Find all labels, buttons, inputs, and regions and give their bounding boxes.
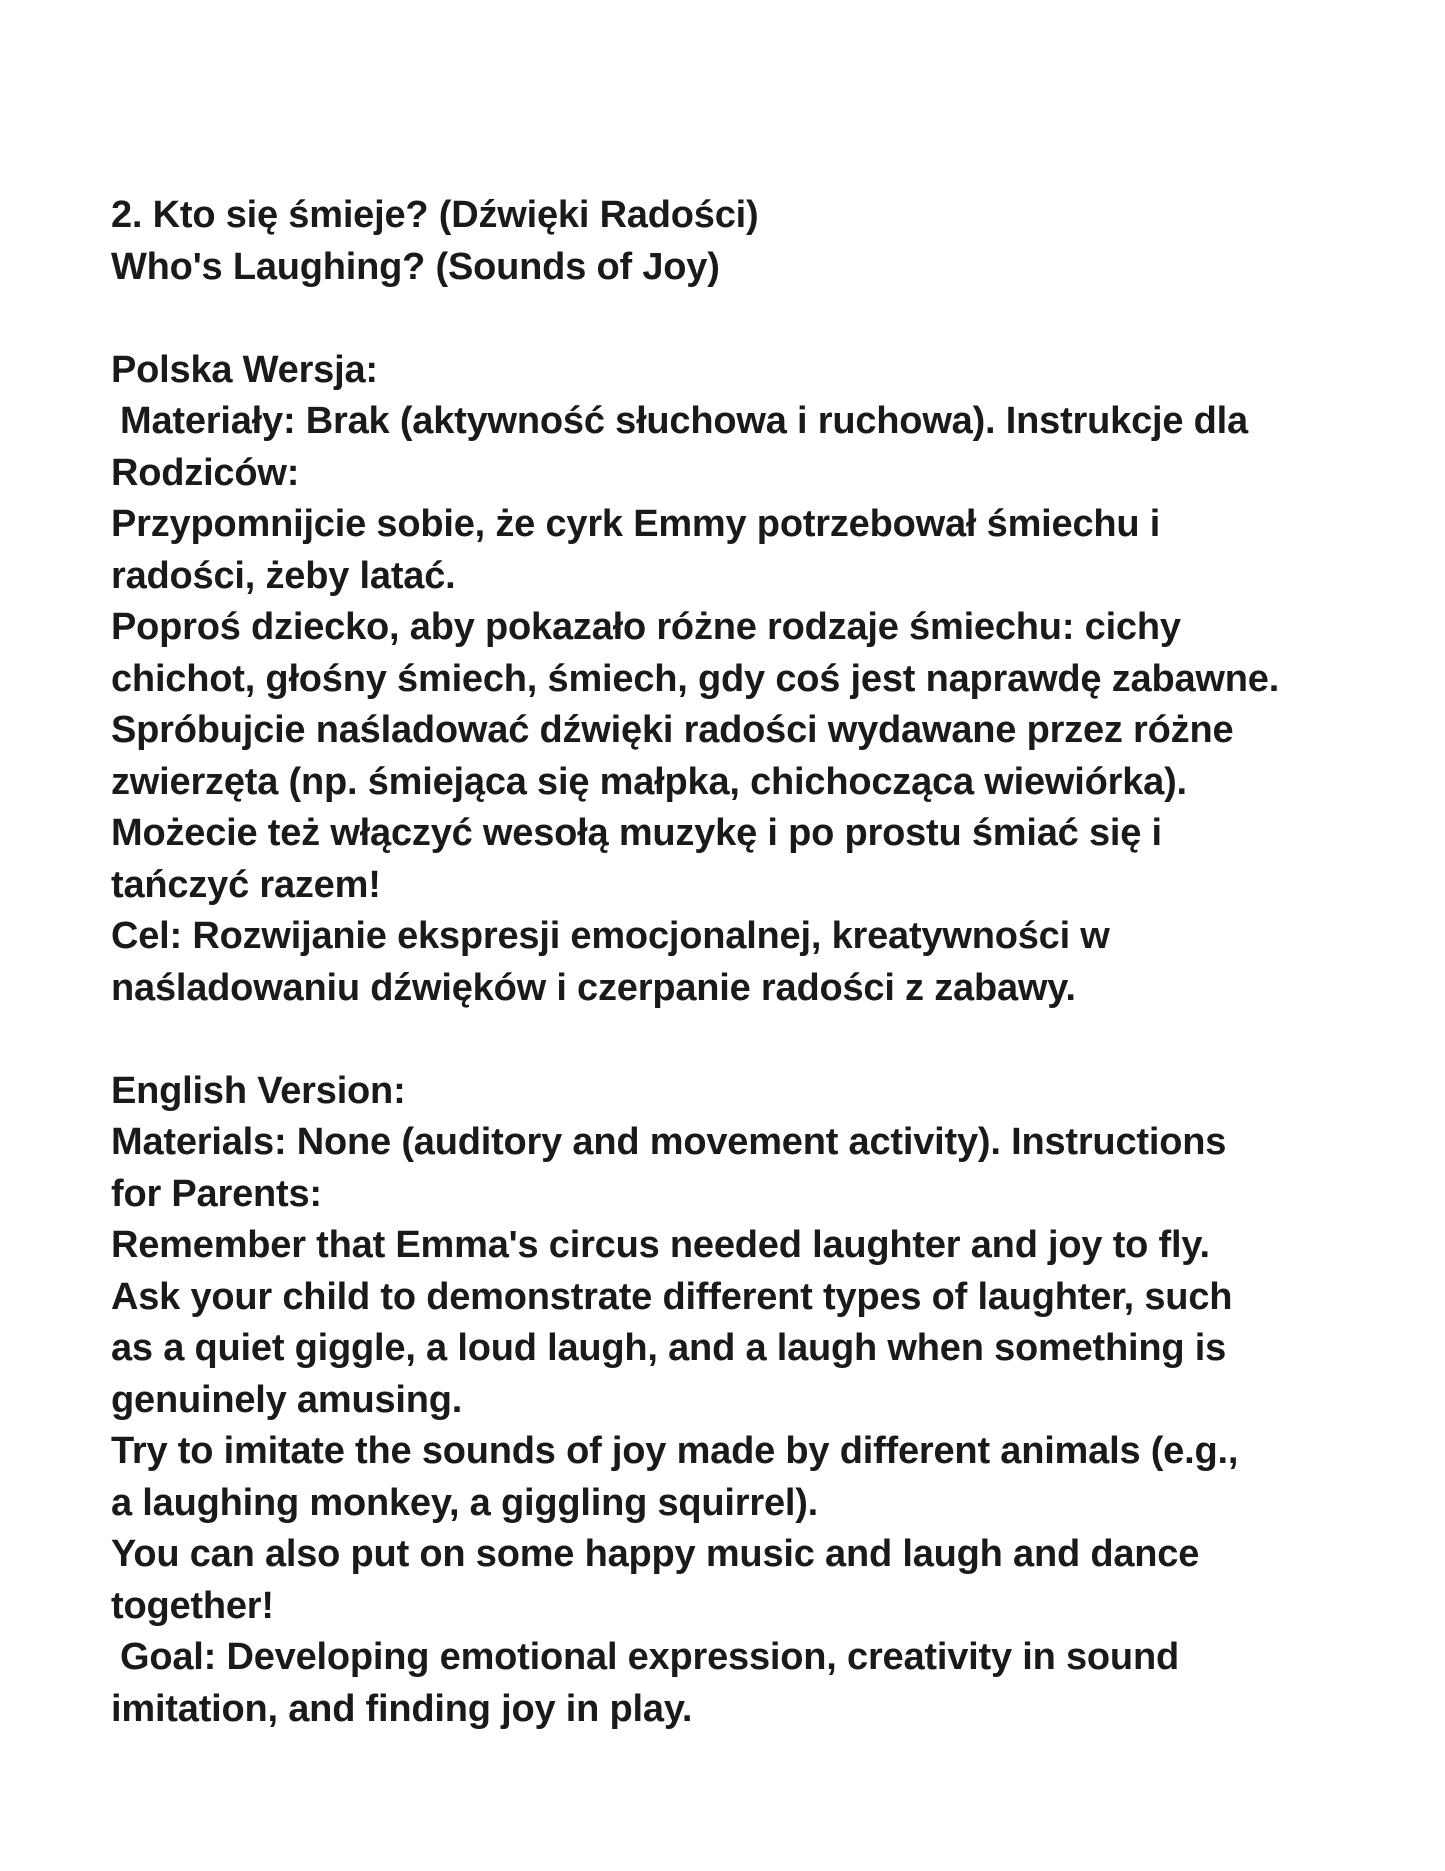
title-polish: 2. Kto się śmieje? (Dźwięki Radości) xyxy=(111,194,759,236)
title-english: Who's Laughing? (Sounds of Joy) xyxy=(111,245,720,288)
spacer xyxy=(111,293,1341,345)
english-line: together! xyxy=(111,1584,274,1627)
english-line: You can also put on some happy music and laugh and dance xyxy=(111,1533,1200,1575)
polish-line: chichot, głośny śmiech, śmiech, gdy coś jest naprawdę zabawne. xyxy=(111,657,1280,700)
spacer xyxy=(111,1014,1341,1066)
polish-line: Spróbujcie naśladować dźwięki radości wydawane przez różne xyxy=(111,709,1234,751)
english-line-materials: Materials: None (auditory and movement activity). Instructions xyxy=(111,1121,1227,1163)
polish-line: zwierzęta (np. śmiejąca się małpka, chichocząca wiewiórka). xyxy=(111,760,1187,803)
english-line: Remember that Emma's circus needed laughter and joy to fly. xyxy=(111,1224,1210,1266)
english-line: genuinely amusing. xyxy=(111,1378,463,1421)
polish-line: Poproś dziecko, aby pokazało różne rodzaje śmiechu: cichy xyxy=(111,606,1181,648)
english-line: Ask your child to demonstrate different types of laughter, such xyxy=(111,1275,1233,1318)
english-line: imitation, and finding joy in play. xyxy=(111,1687,693,1730)
polish-line-goal: Cel: Rozwijanie ekspresji emocjonalnej, kreatywności w xyxy=(111,915,1110,957)
polish-line: Przypomnijcie sobie, że cyrk Emmy potrzebował śmiechu i xyxy=(111,503,1161,545)
polish-line: Możecie też włączyć wesołą muzykę i po prostu śmiać się i xyxy=(111,812,1162,854)
polish-line: naśladowaniu dźwięków i czerpanie radości z zabawy. xyxy=(111,966,1076,1009)
english-line-goal: Goal: Developing emotional expression, creativity in sound xyxy=(120,1636,1179,1678)
english-heading: English Version: xyxy=(111,1069,406,1112)
polish-line-materials: Materiały: Brak (aktywność słuchowa i ruchowa). Instrukcje dla xyxy=(120,400,1248,442)
english-line: for Parents: xyxy=(111,1172,322,1215)
polish-line: tańczyć razem! xyxy=(111,863,381,906)
polish-line: Rodziców: xyxy=(111,451,300,494)
english-line: as a quiet giggle, a loud laugh, and a laugh when something is xyxy=(111,1327,1227,1369)
polish-heading: Polska Wersja: xyxy=(111,348,378,391)
activity-document xyxy=(111,190,1341,1735)
english-line: Try to imitate the sounds of joy made by different animals (e.g., xyxy=(111,1430,1239,1472)
polish-line: radości, żeby latać. xyxy=(111,554,456,597)
english-line: a laughing monkey, a giggling squirrel). xyxy=(111,1481,819,1524)
